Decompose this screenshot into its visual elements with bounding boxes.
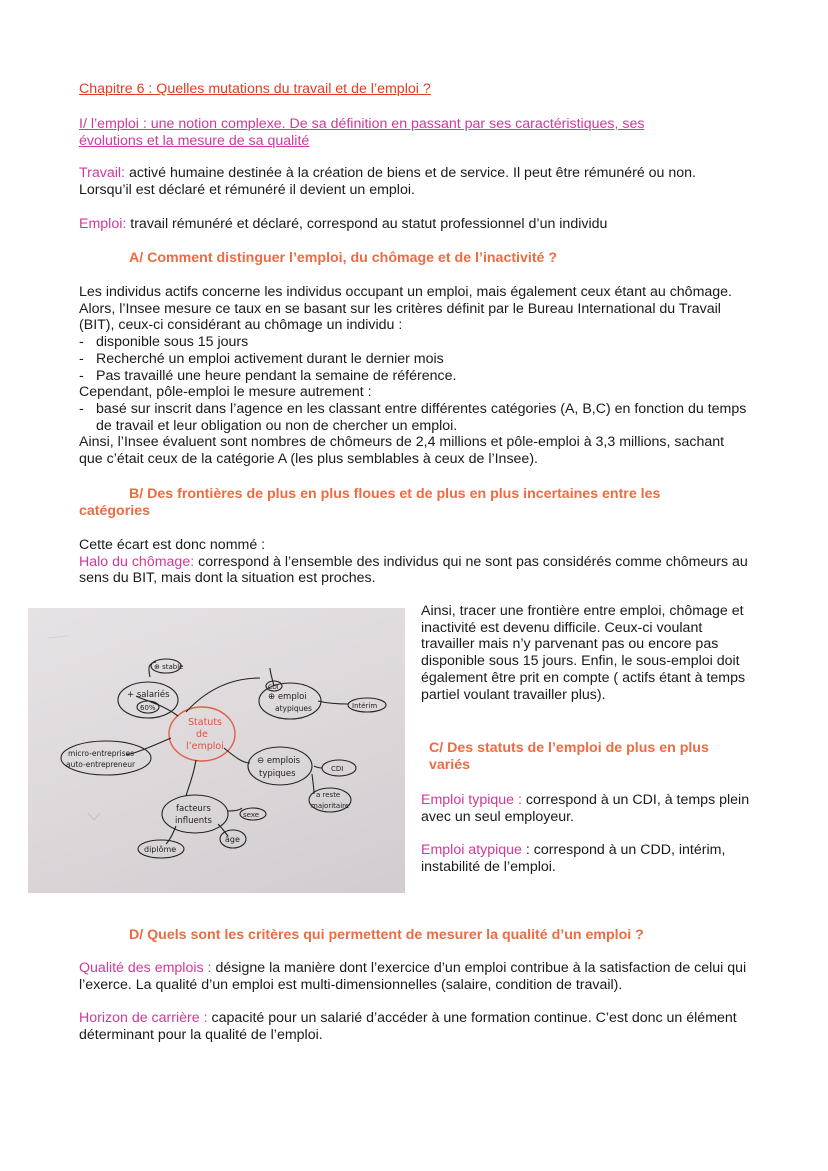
qualite-definition (79, 960, 749, 993)
emploi-text: travail rémunéré et déclaré, correspond au statut professionnel d’un individu (130, 216, 608, 232)
bit-criteria-list (79, 334, 749, 384)
mindmap-reste2: majoritaire (311, 802, 350, 810)
partB-heading-line1: B/ Des frontières de plus en plus floues et de plus en plus incertaines entre les (129, 486, 661, 502)
mindmap-sexe: sexe (243, 811, 260, 819)
mindmap-micro1: micro-entreprises (68, 749, 135, 758)
partB-heading (79, 486, 749, 519)
mindmap-diplome: diplôme (144, 845, 177, 854)
mindmap-facteurs1: facteurs (176, 804, 211, 814)
facteurs-circle (162, 795, 228, 833)
partD-heading: D/ Quels sont les critères qui permettent de mesurer la qualité d’un emploi ? (129, 927, 644, 943)
mindmap-center-line2: de (196, 729, 208, 740)
mindmap-cdi: CDI (331, 765, 344, 773)
partC-heading: C/ Des statuts de l’emploi de plus en plus variés (429, 740, 709, 773)
partB-heading-line2: catégories (79, 502, 150, 519)
partB-intro: Cette écart est donc nommé : (79, 537, 266, 553)
mindmap-drawing (28, 608, 405, 893)
mindmap-age: âge (225, 835, 240, 844)
horizon-definition (79, 1010, 749, 1043)
mindmap-interim: Intérim (352, 702, 378, 710)
halo-text: correspond à l’ensemble des individus qui ne sont pas considérés comme chômeurs au sens du BIT, mais dont la situation est proches. (79, 553, 748, 587)
typique-text: correspond à un CDI, à temps plein avec un seul employeur. (421, 792, 750, 825)
list-item: - Recherché un emploi activement durant le dernier mois (79, 351, 749, 368)
partB-body (79, 537, 749, 587)
qualite-text: désigne la manière dont l’exercice d’un emploi contribue à la satisfaction de celui qui l’exerce. La qualité d’un emploi est multi-dimensionnelles (salaire, condition de travail). (79, 960, 747, 993)
travail-term: Travail: (79, 165, 125, 181)
mindmap-cdd-atyp: atypiques (275, 704, 312, 713)
mindmap-reste1: a reste (316, 791, 341, 799)
pole-emploi-intro: Cependant, pôle-emploi le mesure autrement : (79, 384, 372, 401)
pole-emploi-list (79, 401, 749, 434)
atypique-text: : correspond à un CDD, intérim, instabilité de l’emploi. (421, 842, 726, 875)
typique-term: Emploi typique : (421, 792, 522, 808)
atypique-term: Emploi atypique (421, 842, 522, 858)
mindmap-typ-emploi: ⊖ emplois (257, 756, 301, 766)
mindmap-stable: ⊕ stable (154, 663, 184, 671)
typiques-circle (248, 747, 312, 785)
mindmap-photo (28, 608, 405, 893)
mindmap-sal-60: 60% (140, 704, 156, 712)
partA-intro: Les individus actifs concerne les individus occupant un emploi, mais également ceux étant au chômage. Alors, l’Insee mesure ce taux en se basant sur les critères définit par le Bureau International du Travail (BIT), ceux-ci considérant au chômage un individu : (79, 284, 732, 334)
list-item: - disponible sous 15 jours (79, 334, 749, 351)
horizon-term: Horizon de carrière : (79, 1010, 208, 1026)
emploi-term: Emploi: (79, 216, 127, 232)
mindmap-center-line1: Statuts (188, 717, 222, 728)
mindmap-center-line3: l’emploi (186, 741, 224, 752)
partA-heading: A/ Comment distinguer l’emploi, du chômage et de l’inactivité ? (129, 250, 558, 266)
atypique-definition (421, 842, 756, 875)
mindmap-cdd-emploi: ⊕ emploi (268, 692, 307, 702)
partA-conclusion: Ainsi, l’Insee évaluent sont nombres de chômeurs de 2,4 millions et pôle-emploi à 3,3 millions, sachant que c’était ceux de la catégorie A (les plus semblables à ceux de l’Insee). (79, 434, 725, 468)
mindmap-salaries: + salariés (127, 690, 170, 700)
mindmap-cdi-top: CDI (268, 684, 279, 691)
section1-title (79, 116, 749, 149)
mindmap-facteurs2: influents (175, 816, 212, 826)
travail-definition (79, 165, 749, 198)
section1-title-line1: I/ l’emploi : une notion complexe. De sa définition en passant par ses caractéristiques, ses (79, 116, 645, 132)
emploi-definition (79, 216, 749, 233)
qualite-term: Qualité des emplois : (79, 960, 212, 976)
typique-definition (421, 792, 756, 825)
chapter-title: Chapitre 6 : Quelles mutations du travail et de l’emploi ? (79, 81, 431, 97)
halo-definition (79, 554, 749, 587)
travail-text: activé humaine destinée à la création de biens et de service. Il peut être rémunéré ou non. Lorsqu’il est déclaré et rémunéré il devient un emploi. (79, 165, 696, 198)
halo-term: Halo du chômage: (79, 553, 195, 570)
mindmap-typ-typ: typiques (259, 769, 296, 779)
mindmap-micro2: auto-entrepreneur (66, 760, 136, 769)
horizon-text: capacité pour un salarié d’accéder à une formation continue. C’est donc un élément déterminant pour la qualité de l’emploi. (79, 1010, 737, 1043)
list-item: - basé sur inscrit dans l’agence en les classant entre différentes catégories (A, B,C) en fonction du temps de travail et leur obligation ou non de chercher un emploi. (79, 401, 749, 434)
side-paragraph: Ainsi, tracer une frontière entre emploi, chômage et inactivité est devenu difficile. Ceux-ci voulant travailler mais n’y parvenant pas ou encore pas disponible sous 15 jours. Enfin, le sous-emploi doit également être prit en compte ( actifs étant à temps partiel voulant travailler plus). (421, 603, 746, 703)
partA-body (79, 284, 749, 468)
section1-title-line2: évolutions et la mesure de sa qualité (79, 132, 310, 149)
micro-circle (61, 741, 151, 775)
list-item: - Pas travaillé une heure pendant la semaine de référence. (79, 368, 749, 385)
